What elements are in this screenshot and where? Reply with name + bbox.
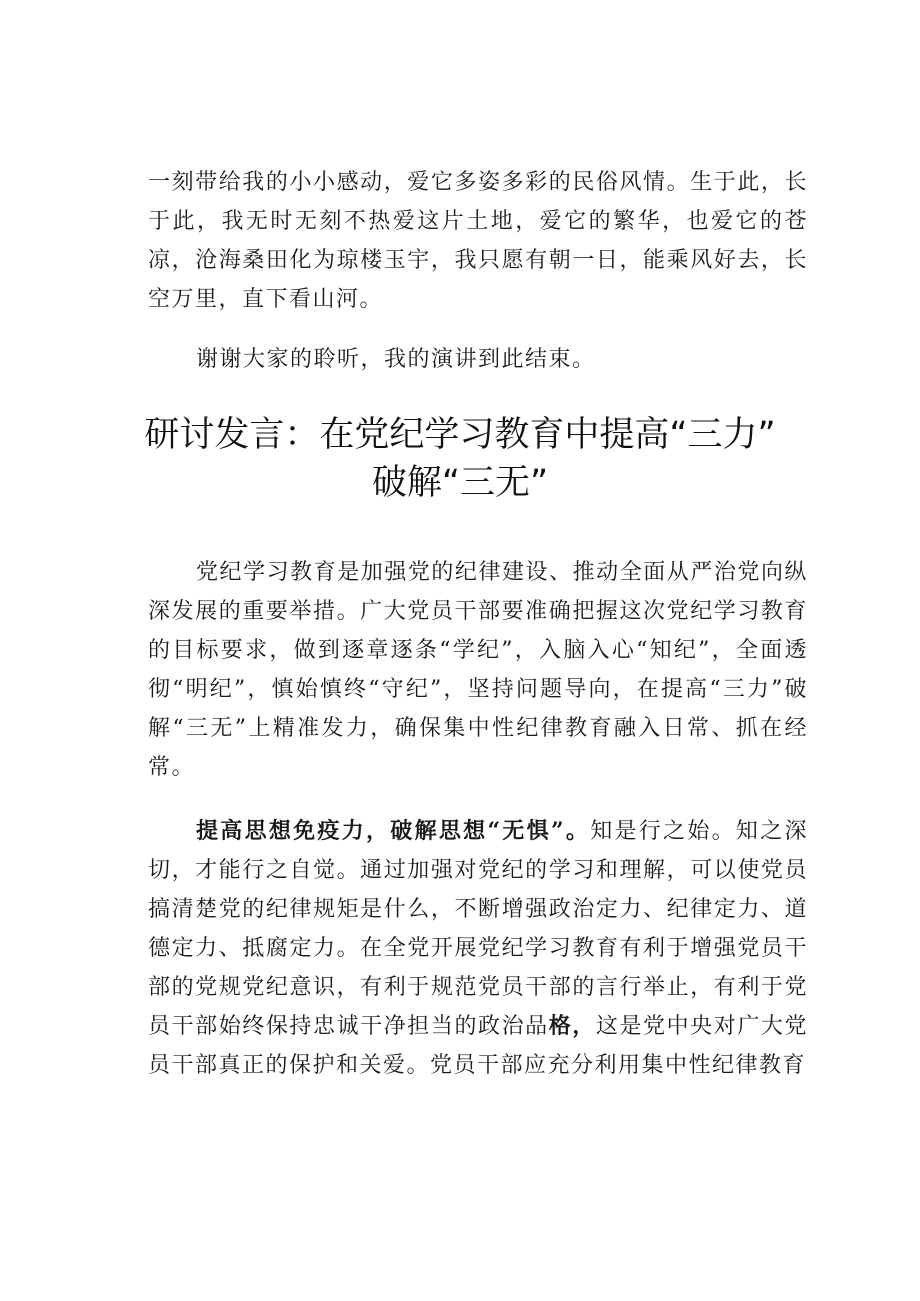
continued-paragraph: 一刻带给我的小小感动，爱它多姿多彩的民俗风情。生于此，长于此，我无时无刻不热爱这片土地，爱它的繁华，也爱它的苍凉，沧海桑田化为琼楼玉宇，我只愿有朝一日，能乘风好去，长空万里，直下看山河。: [148, 170, 808, 312]
point-1-bold-char: 格，: [548, 1013, 596, 1039]
point-1-heading: 提高思想免疫力，破解思想“无惧”。: [196, 818, 591, 844]
document-title: [110, 411, 810, 507]
thanks-paragraph: 谢谢大家的聆听，我的演讲到此结束。: [196, 347, 596, 372]
title-line-2: 破解“三无”: [371, 463, 549, 503]
title-line-1: 研讨发言：在党纪学习教育中提高“三力”: [144, 415, 776, 455]
point-1-text-b: 这是党中央对广大党员干部真正的保护和关爱。党员干部应充分利用集中性纪律教育: [148, 1014, 808, 1078]
point-1-paragraph: [148, 812, 808, 1085]
point-1-text-a: 知是行之始。知之深切，才能行之自觉。通过加强对党纪的学习和理解，可以使党员搞清楚党的纪律规矩是什么，不断增强政治定力、纪律定力、道德定力、抵腐定力。在全党开展党纪学习教育有利于增强党员干部的党规党纪意识，有利于规范党员干部的言行举止，有利于党员干部始终保持忠诚干净担当的政治品: [148, 819, 808, 1039]
intro-paragraph: 党纪学习教育是加强党的纪律建设、推动全面从严治党向纵深发展的重要举措。广大党员干部要准确把握这次党纪学习教育的目标要求，做到逐章逐条“学纪”，入脑入心“知纪”，全面透彻“明纪”，慎始慎终“守纪”，坚持问题导向，在提高“三力”破解“三无”上精准发力，确保集中性纪律教育融入日常、抓在经常。: [148, 560, 808, 780]
